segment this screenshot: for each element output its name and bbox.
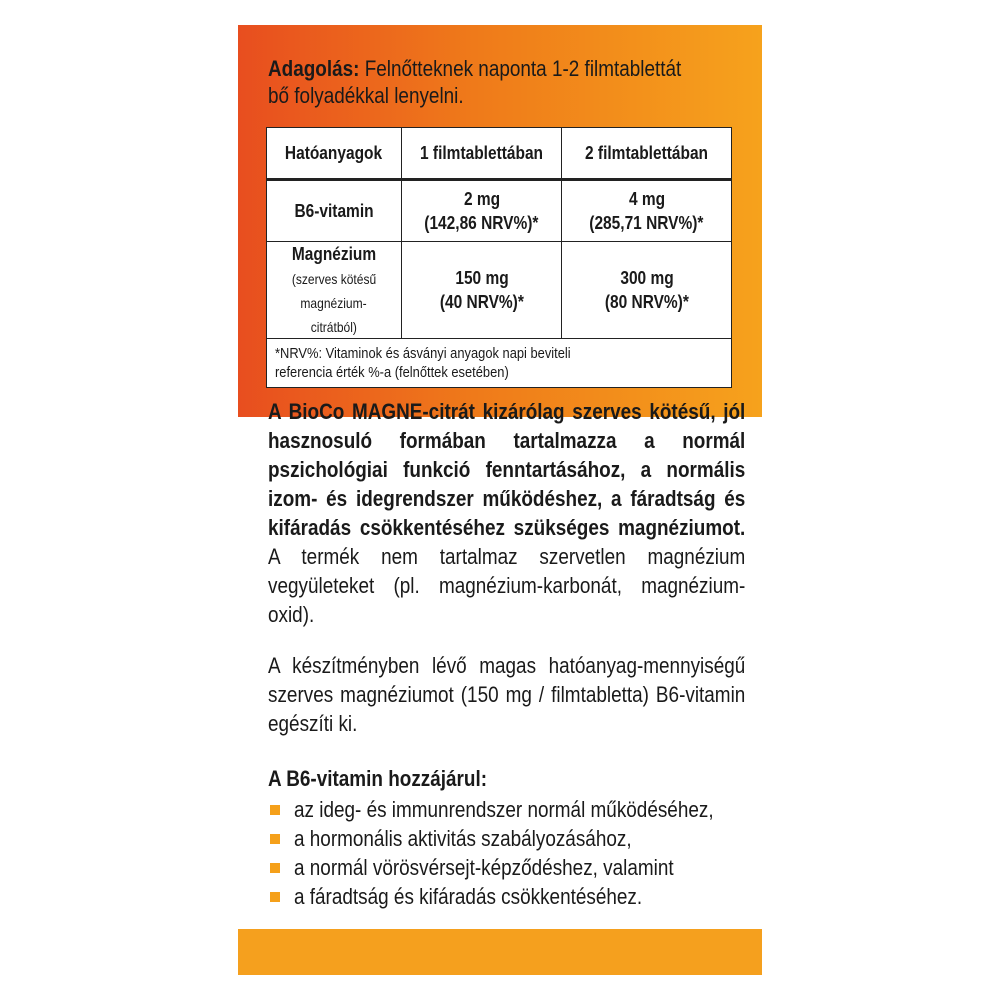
table-row: [267, 180, 732, 242]
header-two-tablets: 2 filmtablettában: [562, 128, 732, 180]
dosage-line1: Felnőtteknek naponta 1-2 filmtablettát: [359, 56, 682, 81]
magnesium-one-tablet-value: 150 mg (40 NRV%)*: [401, 242, 562, 339]
dosage-line2: bő folyadékkal lenyelni.: [268, 83, 464, 108]
square-bullet-icon: [270, 805, 280, 815]
square-bullet-icon: [270, 892, 280, 902]
table-footnote-row: [267, 339, 732, 388]
b6-benefits-list: [268, 795, 782, 911]
nrv-footnote: *NRV%: Vitaminok és ásványi anyagok napi beviteli referencia érték %-a (felnőttek esetében): [267, 339, 732, 388]
square-bullet-icon: [270, 834, 280, 844]
header-one-tablet: 1 filmtablettában: [401, 128, 562, 180]
b6-two-tablets-value: 4 mg (285,71 NRV%)*: [562, 180, 732, 242]
magnesium-two-tablets-value: 300 mg (80 NRV%)*: [562, 242, 732, 339]
table-row: [267, 242, 732, 339]
square-bullet-icon: [270, 863, 280, 873]
b6-one-tablet-value: 2 mg (142,86 NRV%)*: [401, 180, 562, 242]
description-bold-text: A BioCo MAGNE-citrát kizárólag szerves kötésű, jól hasznosuló formában tartalmazza a normál pszichológiai funkció fenntartásához, a normális izom- és idegrendszer működéshez, a fáradtság és kifáradás csökkentéséhez szükséges magnéziumot.: [268, 399, 746, 540]
list-item: a normál vörösvérsejt-képződéshez, valamint: [268, 853, 782, 882]
description-normal-text: A termék nem tartalmaz szervetlen magnézium vegyületeket (pl. magnézium-karbonát, magnézium-oxid).: [268, 544, 746, 627]
orange-gradient-band: [238, 25, 762, 417]
ingredient-b6: B6-vitamin: [267, 180, 402, 242]
dosage-text: [268, 55, 681, 109]
header-active-ingredients: Hatóanyagok: [267, 128, 402, 180]
table-header-row: [267, 128, 732, 180]
list-item: az ideg- és immunrendszer normál működéséhez,: [268, 795, 782, 824]
product-info-panel: [238, 25, 762, 975]
description-paragraph-1: [268, 397, 745, 629]
ingredient-magnesium: Magnézium (szerves kötésű magnézium- citrátból): [267, 242, 402, 339]
b6-heading: A B6-vitamin hozzájárul:: [268, 766, 488, 791]
orange-bottom-band: [238, 929, 762, 975]
description-paragraph-2: A készítményben lévő magas hatóanyag-mennyiségű szerves magnéziumot (150 mg / filmtabletta) B6-vitamin egészíti ki.: [268, 653, 746, 736]
dosage-label: Adagolás:: [268, 56, 360, 81]
nutrition-table: [266, 127, 732, 388]
list-item: a fáradtság és kifáradás csökkentéséhez.: [268, 882, 782, 911]
list-item: a hormonális aktivitás szabályozásához,: [268, 824, 782, 853]
